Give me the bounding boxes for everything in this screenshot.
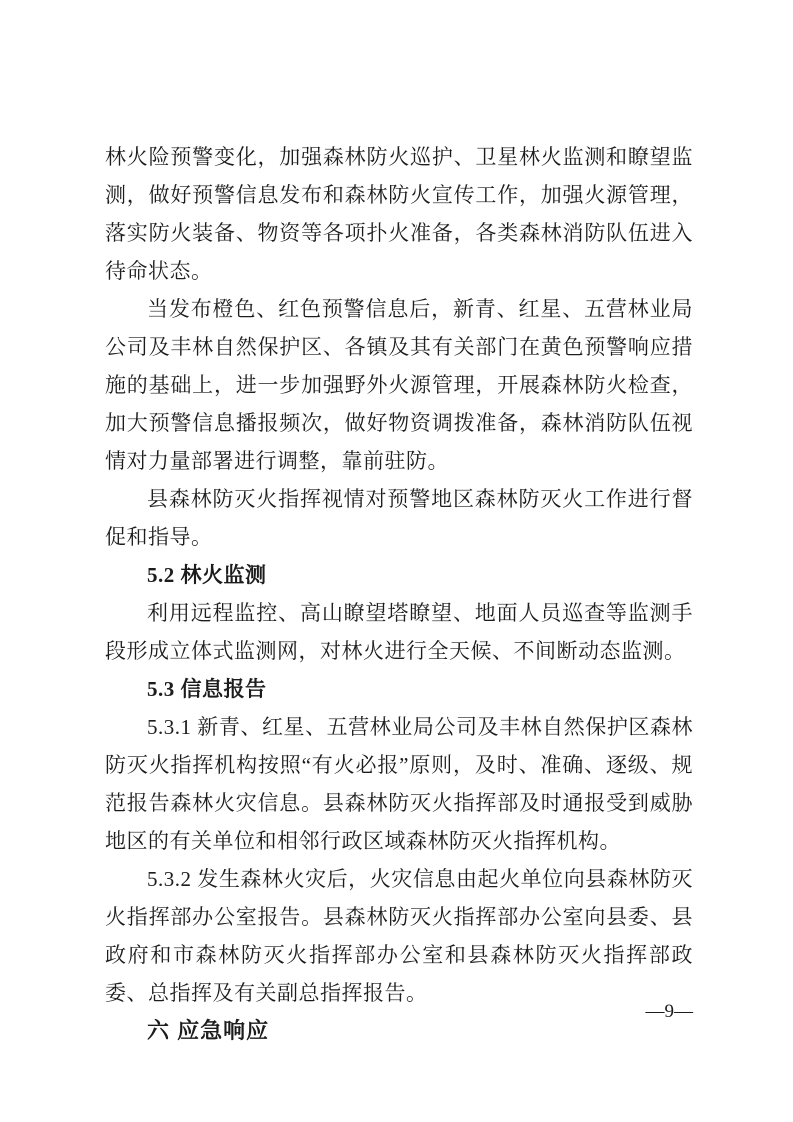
- section-heading-5-3: 5.3 信息报告: [147, 677, 267, 701]
- paragraph-continuation: 林火险预警变化，加强森林防火巡护、卫星林火监测和瞭望监测，做好预警信息发布和森林防火宣传工作，加强火源管理，落实防火装备、物资等各项扑火准备，各类森林消防队伍进入待命状态。: [105, 145, 693, 283]
- paragraph-orange-red-warning: 当发布橙色、红色预警信息后，新青、红星、五营林业局公司及丰林自然保护区、各镇及其有关部门在黄色预警响应措施的基础上，进一步加强野外火源管理，开展森林防火检查，加大预警信息播报频次，做好物资调拨准备，森林消防队伍视情对力量部署进行调整，靠前驻防。: [105, 297, 693, 473]
- section-heading-5-2: 5.2 林火监测: [147, 563, 267, 587]
- paragraph-5-3-1: 5.3.1 新青、红星、五营林业局公司及丰林自然保护区森林防灭火指挥机构按照“有火必报”原则，及时、准确、逐级、规范报告森林火灾信息。县森林防灭火指挥部及时通报受到威胁地区的有关单位和相邻行政区域森林防灭火指挥机构。: [105, 715, 693, 853]
- page-number: —9—: [645, 1001, 693, 1022]
- paragraph-county-supervision: 县森林防灭火指挥视情对预警地区森林防灭火工作进行督促和指导。: [105, 487, 693, 549]
- section-heading-6: 六 应急响应: [147, 1018, 270, 1043]
- paragraph-5-3-2: 5.3.2 发生森林火灾后，火灾信息由起火单位向县森林防灭火指挥部办公室报告。县森林防灭火指挥部办公室向县委、县政府和市森林防灭火指挥部办公室和县森林防灭火指挥部政委、总指挥及有关副总指挥报告。: [105, 867, 693, 1005]
- paragraph-fire-monitoring: 利用远程监控、高山瞭望塔瞭望、地面人员巡查等监测手段形成立体式监测网，对林火进行全天候、不间断动态监测。: [105, 601, 693, 663]
- document-body: [105, 138, 693, 1050]
